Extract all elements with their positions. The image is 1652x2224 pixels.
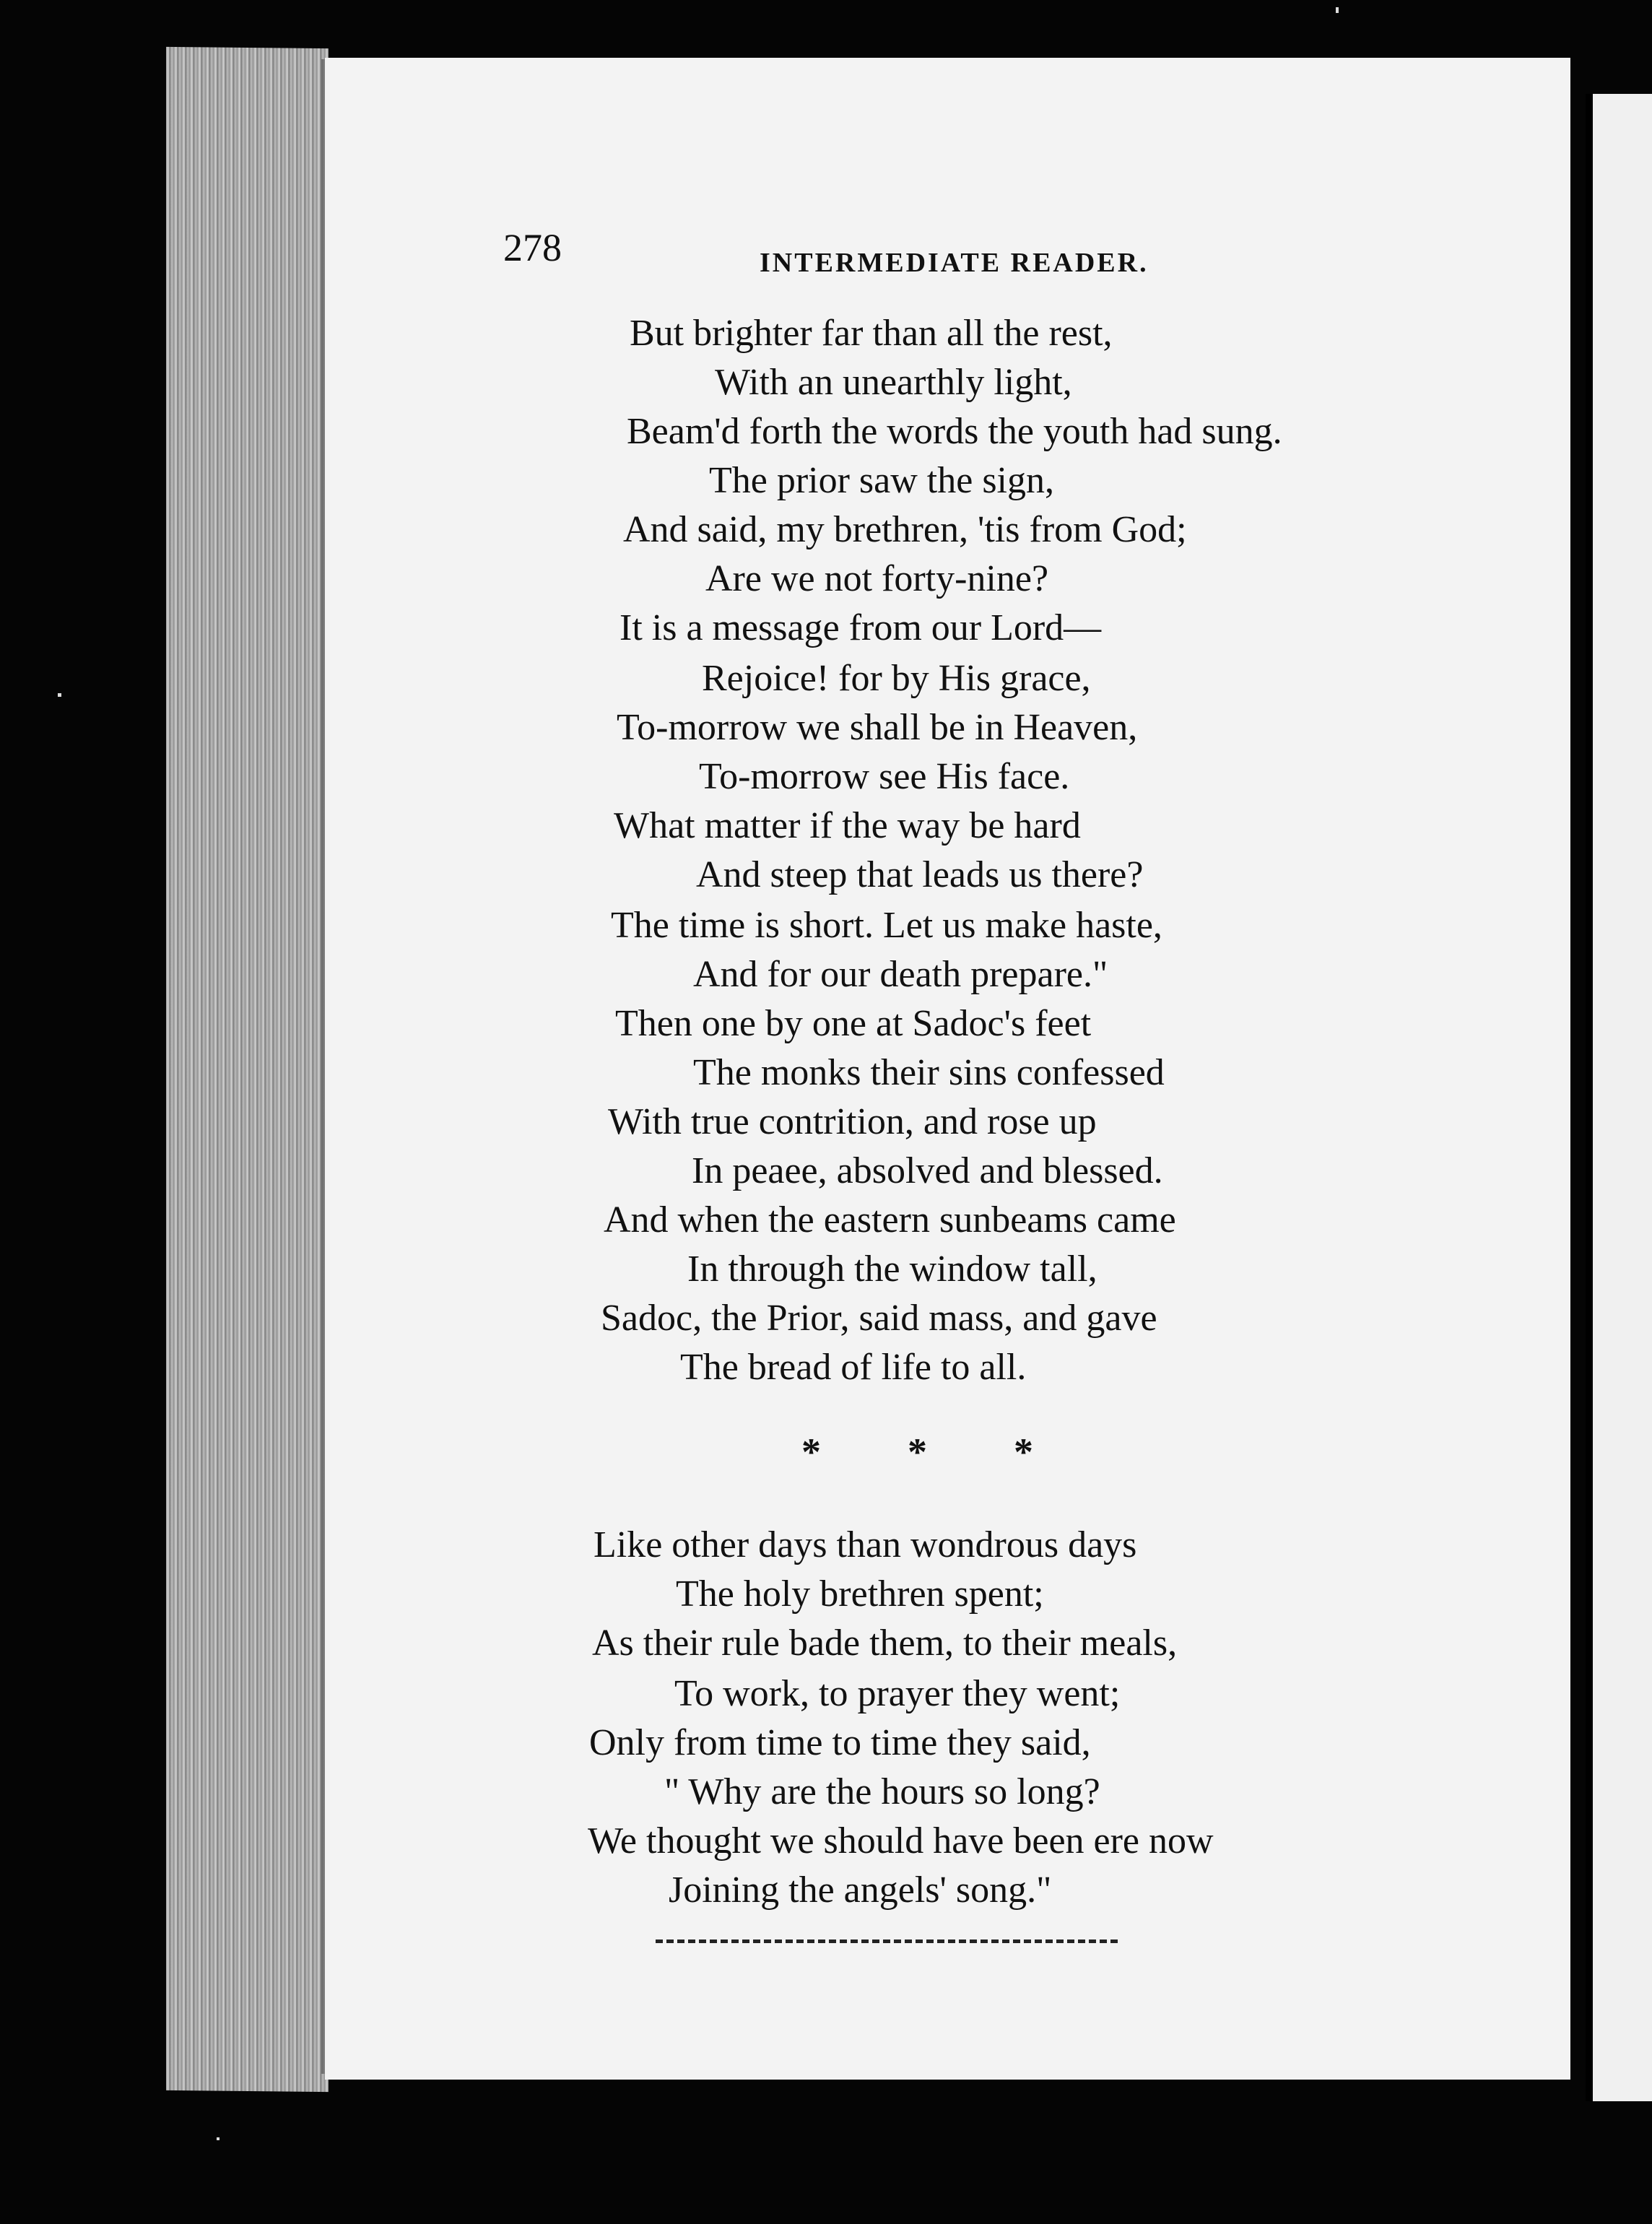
verse-line: And said, my brethren, 'tis from God;	[623, 509, 1187, 550]
verse-line: Like other days than wondrous days	[594, 1524, 1137, 1565]
verse-line: In through the window tall,	[687, 1248, 1097, 1290]
verse-line: The time is short. Let us make haste,	[611, 905, 1162, 946]
verse-line: Then one by one at Sadoc's feet	[615, 1003, 1092, 1044]
verse-line: Sadoc, the Prior, said mass, and gave	[601, 1298, 1157, 1339]
verse-line: The holy brethren spent;	[676, 1573, 1044, 1615]
verse-line: But brighter far than all the rest,	[630, 313, 1113, 354]
verse-line: What matter if the way be hard	[614, 805, 1081, 846]
verse-line: As their rule bade them, to their meals,	[592, 1623, 1178, 1664]
asterisk: *	[1014, 1430, 1033, 1474]
asterisk: *	[801, 1430, 821, 1474]
verse-line: To-morrow we shall be in Heaven,	[617, 707, 1138, 748]
page-edges	[166, 47, 329, 2092]
verse-line: We thought we should have been ere now	[588, 1820, 1214, 1862]
section-separator	[801, 1430, 1307, 1474]
verse-line: Are we not forty-nine?	[705, 558, 1049, 599]
running-head: INTERMEDIATE READER.	[760, 248, 1149, 278]
scan-speck	[217, 2137, 219, 2140]
verse-line: Beam'd forth the words the youth had sung.	[627, 411, 1282, 452]
scan-speck	[1336, 7, 1339, 13]
asterisk: *	[908, 1430, 927, 1474]
closing-rule	[656, 1940, 1118, 1943]
verse-line: And steep that leads us there?	[696, 854, 1144, 895]
verse-line: The prior saw the sign,	[709, 460, 1055, 501]
verse-line: And when the eastern sunbeams came	[604, 1199, 1176, 1241]
verse-line: Rejoice! for by His grace,	[702, 658, 1091, 699]
verse-line: And for our death prepare."	[693, 954, 1108, 995]
facing-page-edge	[1586, 94, 1652, 2101]
verse-line: The bread of life to all.	[680, 1347, 1027, 1388]
page-number: 278	[503, 226, 562, 269]
verse-line: It is a message from our Lord—	[620, 607, 1102, 648]
scan-speck	[58, 693, 61, 697]
verse-line: The monks their sins confessed	[693, 1052, 1165, 1093]
verse-line: In peaee, absolved and blessed.	[692, 1150, 1163, 1191]
book-page	[325, 58, 1570, 2080]
verse-line: To work, to prayer they went;	[674, 1673, 1121, 1714]
verse-line: " Why are the hours so long?	[664, 1771, 1100, 1812]
verse-line: To-morrow see His face.	[699, 756, 1070, 797]
verse-line: With true contrition, and rose up	[608, 1101, 1097, 1142]
verse-line: Joining the angels' song."	[669, 1869, 1052, 1911]
verse-line: Only from time to time they said,	[589, 1722, 1091, 1763]
verse-line: With an unearthly light,	[715, 362, 1072, 403]
